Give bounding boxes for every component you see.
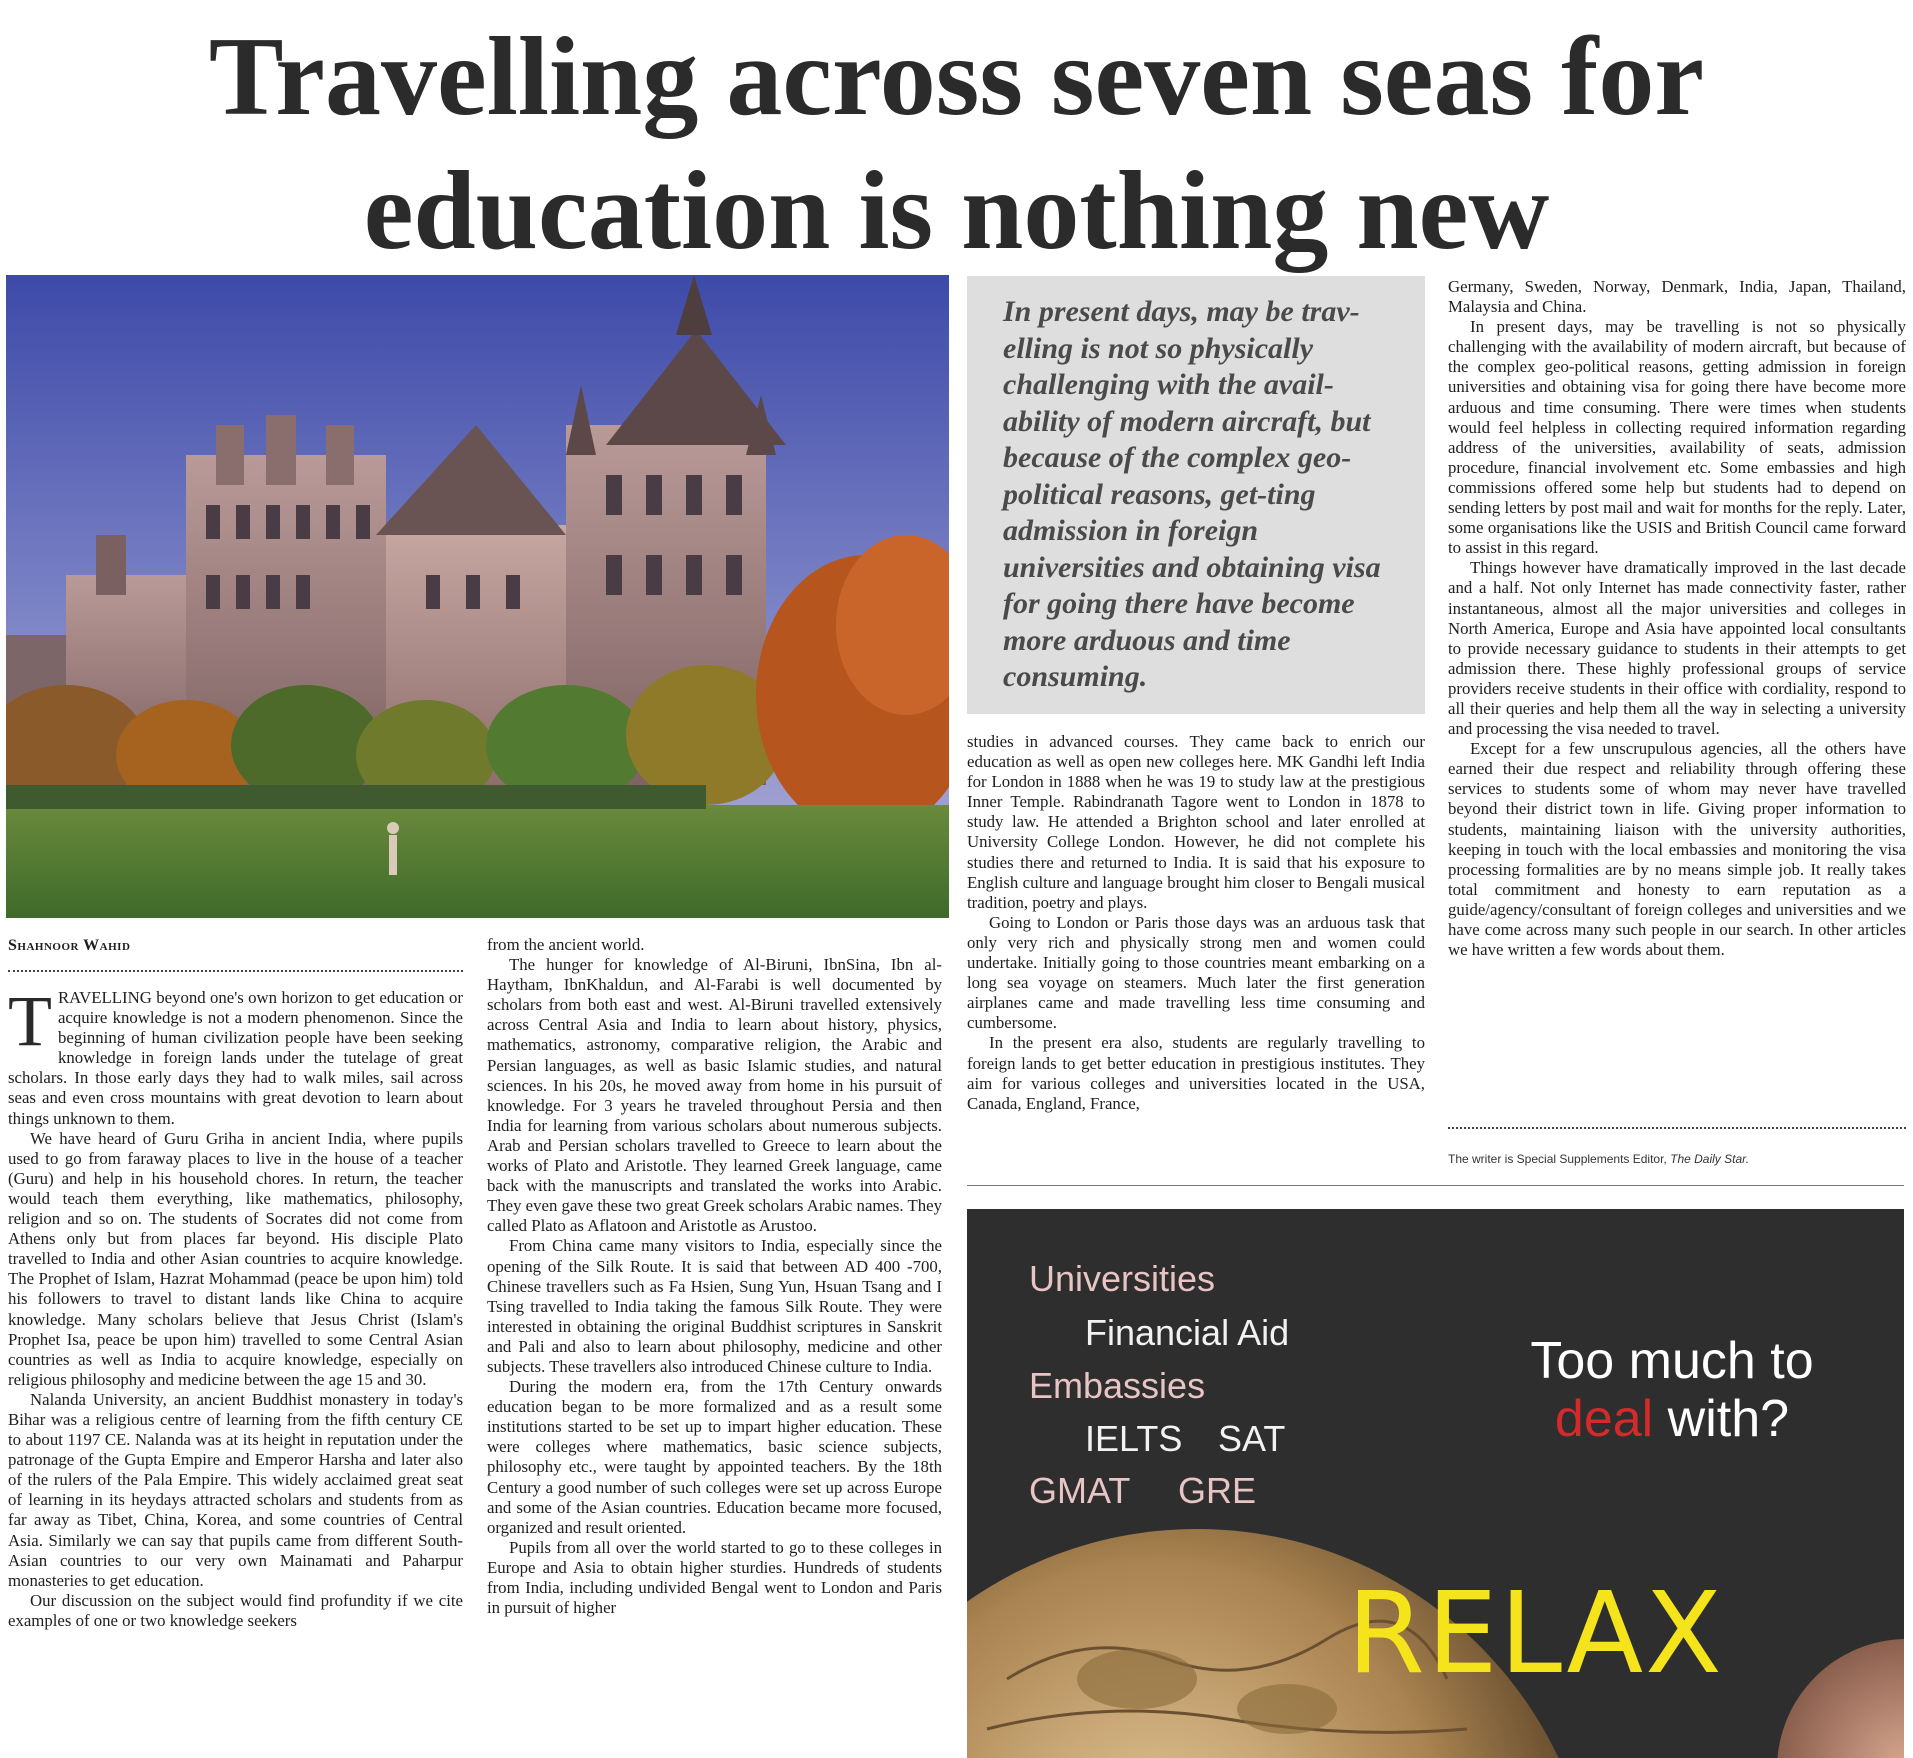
pull-quote-box [967, 276, 1425, 714]
col4-paragraph-0: Germany, Sweden, Norway, Denmark, India, Japan, Thailand, Malaysia and China. [1448, 277, 1906, 317]
section-rule [967, 1185, 1904, 1186]
byline-dotted-rule [8, 970, 463, 972]
ad-keyword-gmat: GMAT [1029, 1470, 1131, 1511]
ad-keyword-ielts: IELTS [1085, 1418, 1183, 1459]
ad-relax-heading: RELAX [1347, 1569, 1724, 1699]
col1-paragraph-4: Our discussion on the subject would find profundity if we cite examples of one or two knowledge seekers [8, 1590, 463, 1630]
byline: Shahnoor Wahid [8, 937, 131, 954]
article-column-1 [8, 981, 463, 1631]
col1-paragraph-3: Nalanda University, an ancient Buddhist monastery in today's Bihar was a religious centre of learning from the fifth century CE to about 1197 CE. Nalanda was at its height in reputation under the patronage of the Gupta Empire and Emperor Harsha and later also of the rulers of the Pala Empire. This widely acclaimed great seat of learning in its heydays attracted scholars and students from as far away as Tibet, China, Korea, and some countries of Central Asia. Similarly we can say that pupils came from different South-Asian countries to our very own Mainamati and Paharpur monasteries to get education. [8, 1389, 463, 1590]
col1-paragraph-2: We have heard of Guru Griha in ancient India, where pupils used to go from faraway places to live in the house of a teacher (Guru) and help in his household chores. In return, the teacher would teach them everything, like mathematics, philosophy, religion and so on. The students of Socrates did not come from Athens only but from places far beyond. His disciple Plato travelled to India and other Asian countries to acquire knowledge. The Prophet of Islam, Hazrat Mohammad (peace be upon him) told his followers to travel to distant lands like China to acquire knowledge. Many scholars believe that Jesus Christ (Islam's Prophet Isa, peace be upon him) travelled to some Central Asian countries as well as India to acquire knowledge, especially on religious philosophy and medicine between the age 15 and 30. [8, 1128, 463, 1389]
col4-paragraph-2: Things however have dramatically improved in the last decade and a half. Not only Internet has made connectivity faster, rather instantaneous, almost all the major universities and colleges in North America, Europe and Asia have appointed local consultants to provide necessary guidance to students in their attempts to get admission there. These highly professional groups of service providers receive students in their office with cordiality, respond to all their queries and help them all the way in selecting a university and processing the visa needed to travel. [1448, 558, 1906, 739]
ad-keyword-gre: GRE [1178, 1470, 1257, 1511]
article-column-4 [1448, 277, 1906, 960]
footnote-dotted-rule [1448, 1127, 1906, 1129]
article-photo [6, 275, 949, 918]
article-column-2 [487, 935, 942, 1618]
ad-keyword-embassies: Embassies [1029, 1365, 1206, 1406]
col4-paragraph-3: Except for a few unscrupulous agencies, all the others have earned their due respect and reliability through offering these services to students some of whom may never have travelled beyond their district town in life. Giving proper information to students, maintaining liaison with the university authorities, keeping in touch with the local embassies and monitoring the visa processing formalities are by no means simple job. It really takes total commitment and honesty to earn reputation as a guide/agency/consultant of foreign colleges and universities and we have come across many such people in our search. In other articles we have written a few words about them. [1448, 739, 1906, 960]
article-headline [0, 10, 1913, 278]
ad-tagline-highlight: deal [1554, 1390, 1654, 1448]
col3-paragraph-2: In the present era also, students are regularly travelling to foreign lands to get better education in prestigious institutes. They aim for various colleges and universities located in the USA, Canada, England, France, [967, 1033, 1425, 1113]
headline-line-1: Travelling across seven seas for [208, 15, 1705, 139]
col3-paragraph-1: Going to London or Paris those days was an arduous task that only very rich and physically strong men and women could undertake. Initially going to those countries meant embarking on a long sea voyage on steamers. Much later the first generation airplanes came and made travelling less time consuming and cumbersome. [967, 912, 1425, 1033]
ad-keyword-sat: SAT [1218, 1418, 1286, 1459]
footnote-publication: The Daily Star. [1670, 1152, 1750, 1166]
col2-paragraph-1: The hunger for knowledge of Al-Biruni, IbnSina, Ibn al-Haytham, IbnKhaldun, and Al-Farabi is well documented by scholars from both east and west. Al-Biruni travelled extensively across Central Asia and India to learn about history, physics, mathematics, astronomy, comparative religion, the Arabic and Persian languages, as well as basic Islamic studies, and natural sciences. In his 20s, he moved away from home in his pursuit of knowledge. For 3 years he traveled throughout Persia and then India for learning from various scholars about numerous subjects. Arab and Persian scholars travelled to Greece to learn about the works of Plato and Aristotle. They learned Greek language, came back with the manuscripts and translated the works into Arabic. They even gave these two great Greek scholars Arabic names. They called Plato as Aflatoon and Aristotle as Arustoo. [487, 955, 942, 1236]
ad-tagline [1512, 1332, 1832, 1448]
col2-paragraph-2: From China came many visitors to India, especially since the opening of the Silk Route. It is said that between AD 400 -700, Chinese travellers such as Fa Hsien, Sung Yun, Hsuan Tsang and I Tsing travelled to India taking the famous Silk Route. They were interested in obtaining the original Buddhist scriptures in Sanskrit and Pali and also to learn about philosophy, medicine and other subjects. These travellers also introduced Chinese culture to India. [487, 1236, 942, 1376]
author-footnote [1448, 1152, 1749, 1166]
col2-paragraph-4: Pupils from all over the world started to go to these colleges in Europe and Asia to obtain higher sturdies. Hundreds of students from India, including undivided Bengal went to London and Paris in pursuit of higher [487, 1537, 942, 1618]
pull-quote-text: In present days, may be trav-elling is not so physically challenging with the avail-ability of modern aircraft, but because of the complex geo-political reasons, get-ting admission in foreign universities and obtaining visa for going there have become more arduous and time consuming. [1003, 295, 1381, 693]
ad-keyword-universities: Universities [1029, 1258, 1216, 1299]
article-column-3 [967, 732, 1425, 1114]
headline-line-2: education is nothing new [363, 149, 1550, 273]
advertisement [967, 1209, 1904, 1758]
footnote-text: The writer is Special Supplements Editor, [1448, 1152, 1671, 1166]
drop-cap: T [8, 981, 52, 1061]
col3-paragraph-0: studies in advanced courses. They came back to enrich our education as well as open new colleges here. MK Gandhi left India for London in 1888 when he was 19 to study law at the prestigious Inner Temple. Rabindranath Tagore went to London in 1878 to study law. He attended a Brighton school and later enrolled at University College London. However, he did not complete his studies there and returned to India. It is said that his exposure to English culture and language brought him closer to Bengali musical tradition, poetry and plays. [967, 732, 1425, 912]
ad-tagline-line-1: Too much to [1530, 1332, 1814, 1390]
col2-paragraph-3: During the modern era, from the 17th Century onwards education began to be more formalized and as a result some institutions started to be set up to impart higher education. These were colleges where mathematics, basic science subjects, philosophy etc., were taught by appointed teachers. By the 18th Century a good number of such colleges were set up across Europe and some of the Asian countries. Education became more focused, organized and result oriented. [487, 1377, 942, 1537]
col4-paragraph-1: In present days, may be travelling is not so physically challenging with the availability of modern aircraft, but because of the complex geo-political reasons, getting admission in foreign universities and obtaining visa for going there have become more arduous and time consuming. There were times when students would feel helpless in collecting required information regarding address of the universities, availability of seats, admission procedure, financial involvement etc. Some embassies and high commissions offered some help but students had to depend on sending letters by post mail and wait for months for the reply. Later, some organisations like the USIS and British Council came forward to assist in this regard. [1448, 317, 1906, 558]
col2-paragraph-0: from the ancient world. [487, 935, 645, 954]
col1-paragraph-1: RAVELLING beyond one's own horizon to get education or acquire knowledge is not a modern phenomenon. Since the beginning of human civilization people have been seeking knowledge in foreign lands under the tutelage of great scholars. In those early days they had to walk miles, sail across seas and even cross mountains with great devotion to learn about things unknown to them. [8, 988, 463, 1128]
ad-keyword-financial-aid: Financial Aid [1085, 1312, 1290, 1353]
ad-tagline-end: with? [1653, 1390, 1790, 1448]
